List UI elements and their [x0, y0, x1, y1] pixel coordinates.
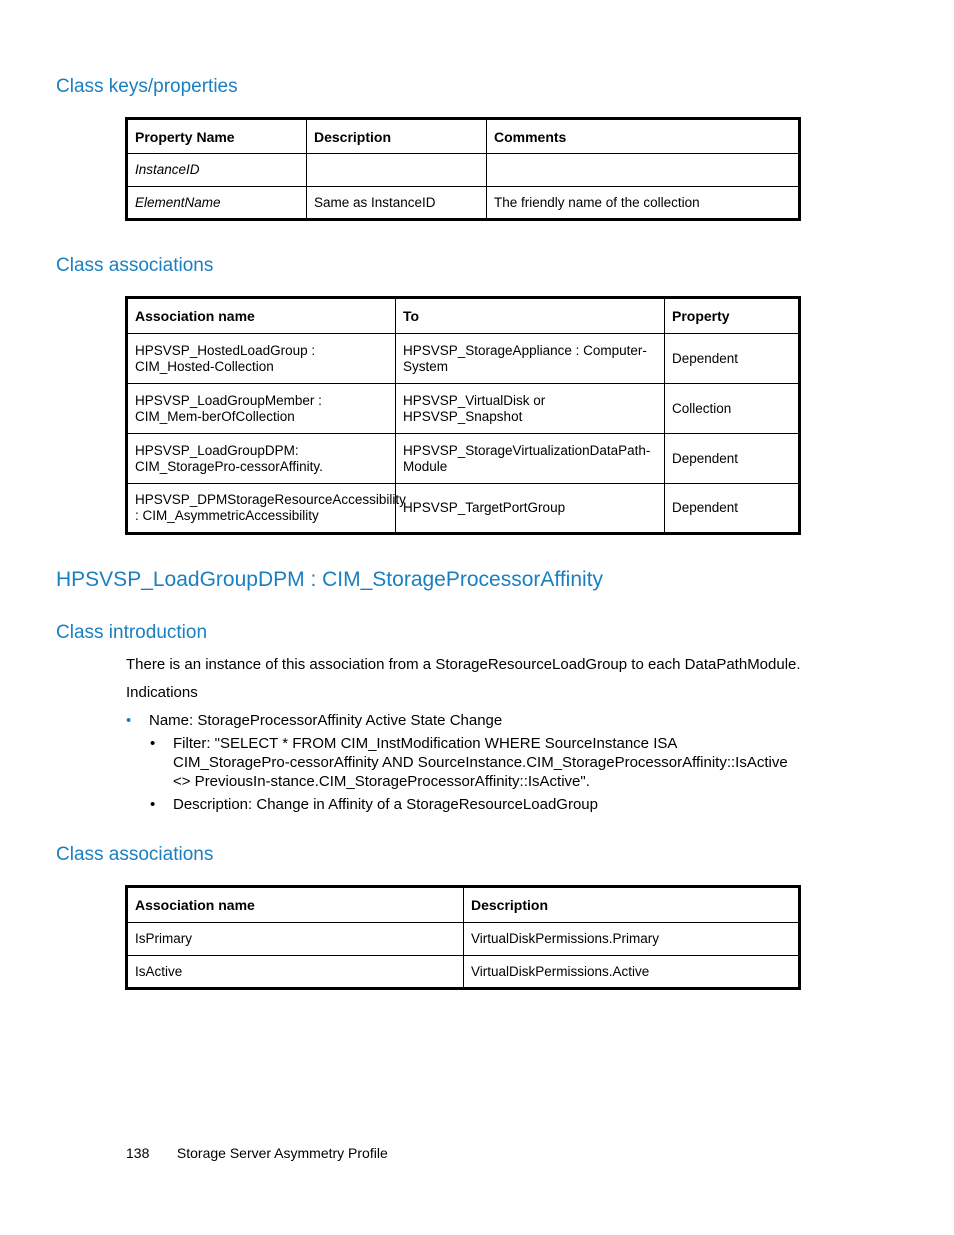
table-cell: [307, 154, 487, 187]
table-row: [127, 956, 800, 989]
bullet-text: Name: StorageProcessorAffinity Active State Change: [149, 712, 503, 729]
table-cell: [487, 154, 800, 187]
table-cell: Dependent: [665, 434, 800, 484]
table-cell: Same as InstanceID: [307, 187, 487, 220]
column-header: Property: [665, 298, 800, 334]
table-cell: Dependent: [665, 334, 800, 384]
column-header: Association name: [127, 298, 396, 334]
section-heading-class-associations: Class associations: [56, 255, 214, 276]
table-cell: The friendly name of the collection: [487, 187, 800, 220]
page-number: 138: [126, 1145, 150, 1161]
table-cell: HPSVSP_LoadGroupMember : CIM_Mem-berOfCollection: [127, 384, 396, 434]
table-row: [127, 187, 800, 220]
class-associations-table: [125, 296, 801, 535]
table-header-row: [127, 887, 800, 923]
table-cell: IsPrimary: [127, 923, 464, 956]
bullet-marker: •: [150, 735, 156, 752]
column-header: Description: [307, 119, 487, 154]
section-heading-class-keys: Class keys/properties: [56, 76, 238, 97]
column-header: To: [396, 298, 665, 334]
table-cell: HPSVSP_DPMStorageResourceAccessibility : CIM_AsymmetricAccessibility: [127, 484, 396, 534]
table-cell: HPSVSP_StorageAppliance : Computer-System: [396, 334, 665, 384]
table-header-row: [127, 119, 800, 154]
table-row: [127, 384, 800, 434]
table-cell: VirtualDiskPermissions.Active: [464, 956, 800, 989]
class-keys-table: [125, 117, 801, 221]
table-cell: HPSVSP_TargetPortGroup: [396, 484, 665, 534]
column-header: Property Name: [127, 119, 307, 154]
table-row: [127, 434, 800, 484]
footer-doc-title: Storage Server Asymmetry Profile: [176, 1145, 388, 1161]
sub-bullet-text: Description: Change in Affinity of a StorageResourceLoadGroup: [173, 796, 598, 813]
table-cell: Collection: [665, 384, 800, 434]
bullet-marker: •: [126, 712, 132, 729]
table-cell: InstanceID: [127, 154, 307, 187]
table-header-row: [127, 298, 800, 334]
table-cell: HPSVSP_HostedLoadGroup : CIM_Hosted-Collection: [127, 334, 396, 384]
table-cell: IsActive: [127, 956, 464, 989]
intro-paragraph: There is an instance of this association from a StorageResourceLoadGroup to each DataPathModule.: [126, 656, 801, 673]
column-header: Description: [464, 887, 800, 923]
table-cell: HPSVSP_StorageVirtualizationDataPath-Module: [396, 434, 665, 484]
indications-label: Indications: [126, 684, 198, 701]
page-title: HPSVSP_LoadGroupDPM : CIM_StorageProcessorAffinity: [56, 568, 604, 591]
sub-bullet-text: Filter: "SELECT * FROM CIM_InstModification WHERE SourceInstance ISA CIM_StoragePro-cessorAffinity AND SourceInstance.CIM_StorageProcessorAffinity::IsActive <> PreviousIn-stance.CIM_StorageProcessorAffinity::IsActive".: [173, 735, 788, 790]
table-cell: VirtualDiskPermissions.Primary: [464, 923, 800, 956]
page-footer: [126, 1145, 388, 1161]
class-associations-table-2: [125, 885, 801, 990]
column-header: Comments: [487, 119, 800, 154]
table-row: [127, 923, 800, 956]
bullet-marker: •: [150, 796, 156, 813]
table-cell: ElementName: [127, 187, 307, 220]
section-heading-class-associations-2: Class associations: [56, 844, 214, 865]
table-cell: HPSVSP_LoadGroupDPM: CIM_StoragePro-cessorAffinity.: [127, 434, 396, 484]
table-cell: HPSVSP_VirtualDisk or HPSVSP_Snapshot: [396, 384, 665, 434]
section-heading-class-introduction: Class introduction: [56, 622, 208, 643]
table-row: [127, 484, 800, 534]
table-row: [127, 154, 800, 187]
column-header: Association name: [127, 887, 464, 923]
table-cell: Dependent: [665, 484, 800, 534]
table-row: [127, 334, 800, 384]
